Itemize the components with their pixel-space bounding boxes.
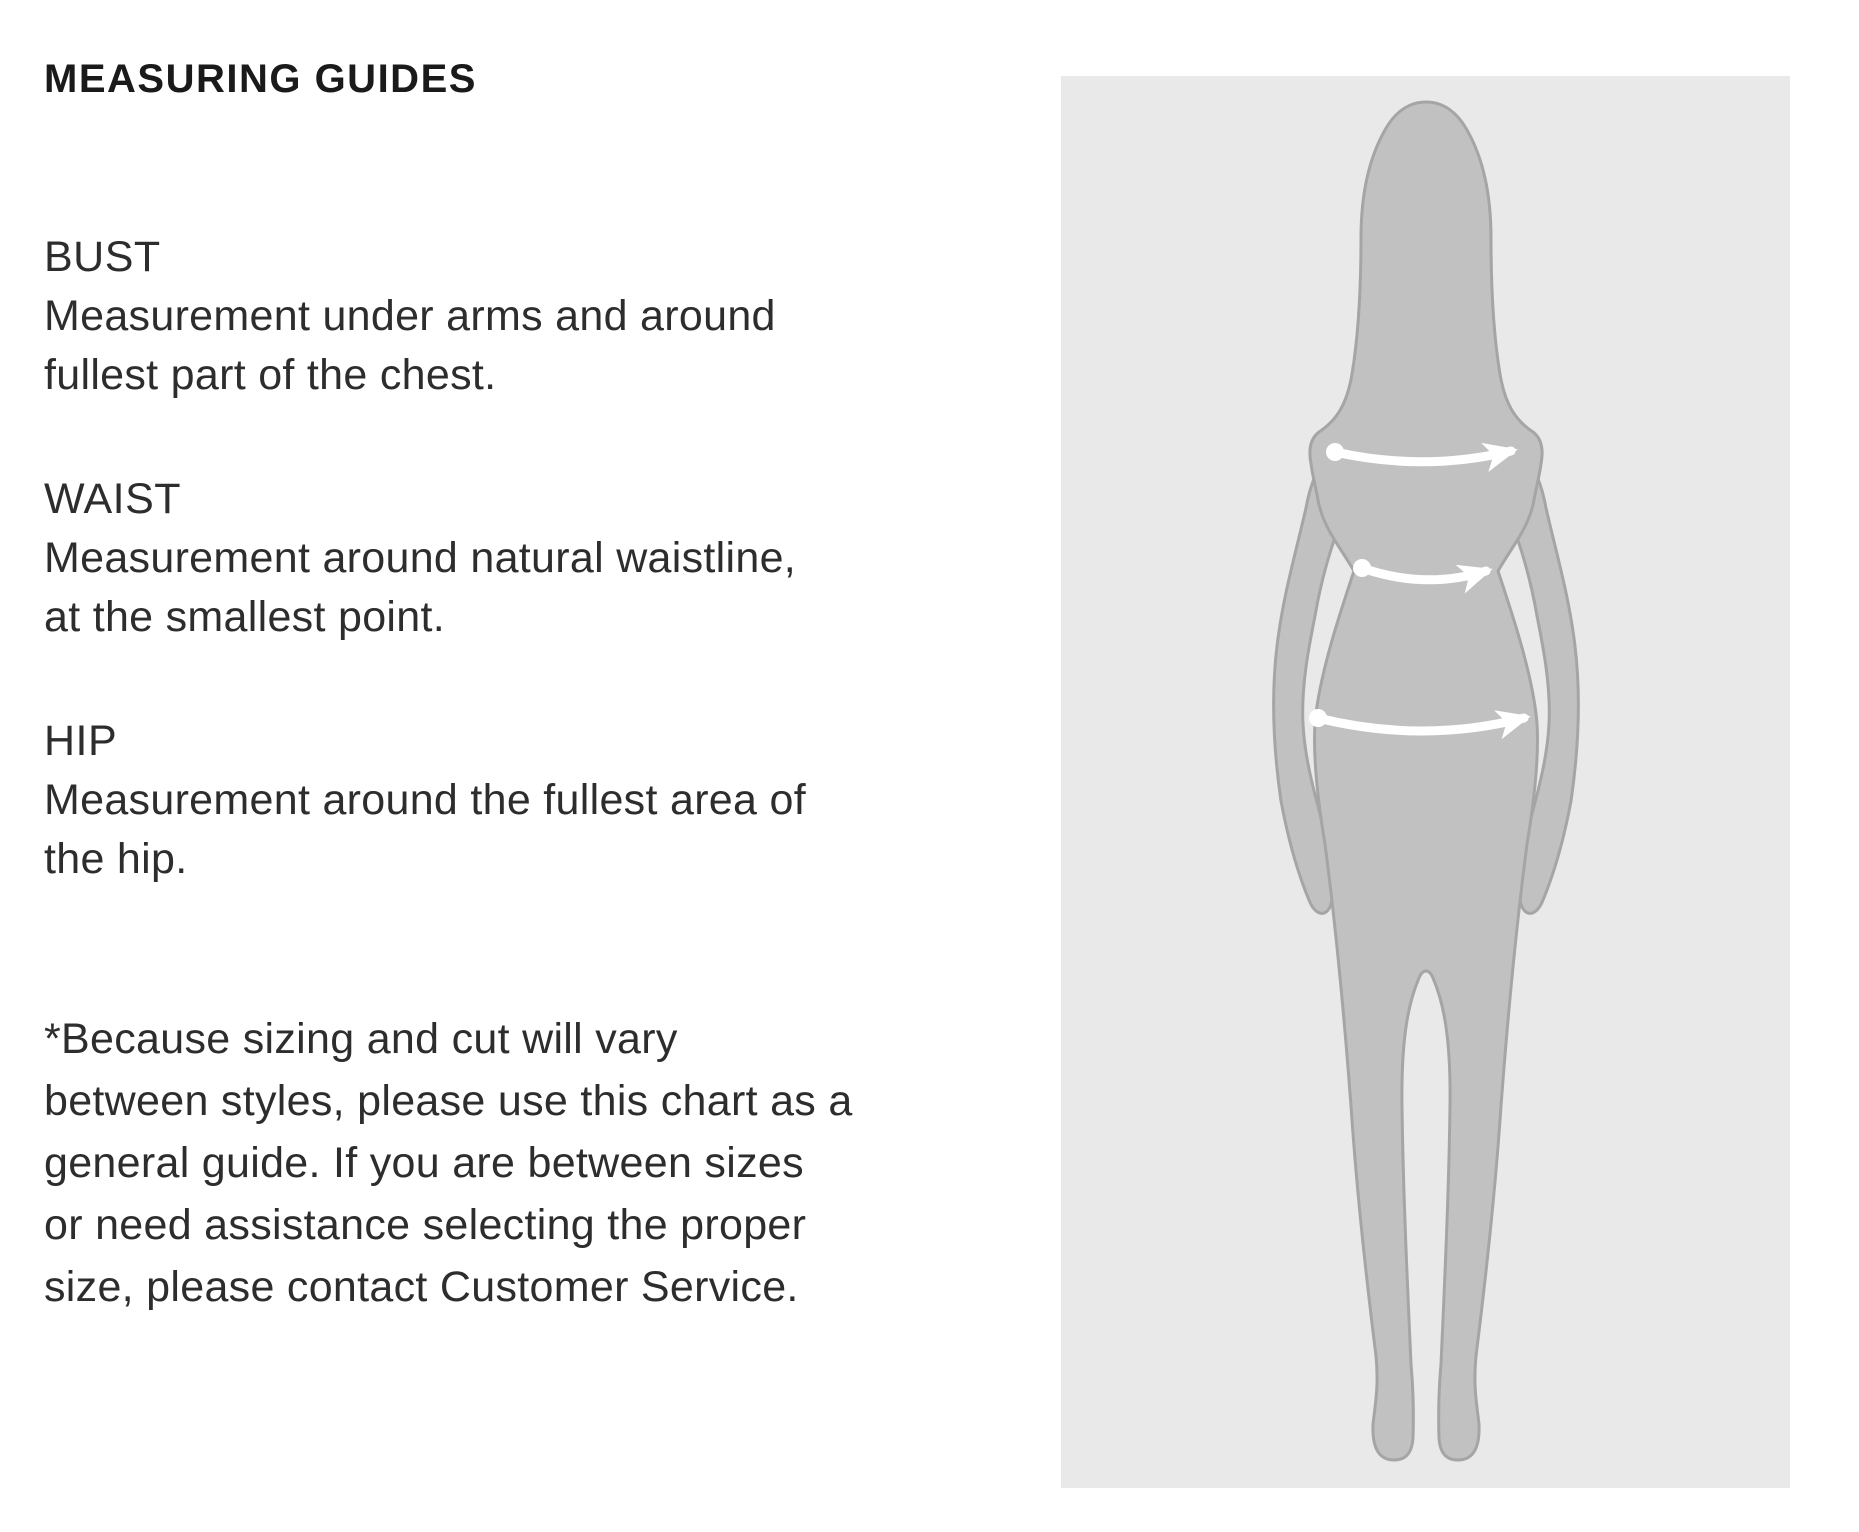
hip-description-line: the hip.	[44, 835, 188, 883]
silhouette-body	[1310, 102, 1542, 1460]
size-diagram-panel	[1061, 76, 1790, 1488]
bust-description-line: fullest part of the chest.	[44, 351, 497, 399]
disclaimer-line: size, please contact Customer Service.	[44, 1263, 799, 1311]
disclaimer-line: *Because sizing and cut will vary	[44, 1015, 678, 1063]
disclaimer-line: between styles, please use this chart as a	[44, 1077, 853, 1125]
page-title: MEASURING GUIDES	[44, 57, 477, 101]
hip-section	[44, 712, 1004, 889]
measuring-guides-text-column	[44, 55, 1004, 1318]
waist-description-line: at the smallest point.	[44, 593, 445, 641]
female-figure-silhouette	[1061, 76, 1790, 1488]
bust-description-line: Measurement under arms and around	[44, 292, 776, 340]
hip-label: HIP	[44, 717, 118, 765]
waist-label: WAIST	[44, 475, 182, 523]
sizing-disclaimer	[44, 1008, 1004, 1318]
waist-description-line: Measurement around natural waistline,	[44, 534, 797, 582]
disclaimer-line: or need assistance selecting the proper	[44, 1201, 807, 1249]
hip-description-line: Measurement around the fullest area of	[44, 776, 806, 824]
bust-section	[44, 228, 1004, 405]
disclaimer-line: general guide. If you are between sizes	[44, 1139, 804, 1187]
waist-section	[44, 470, 1004, 647]
bust-label: BUST	[44, 233, 161, 281]
